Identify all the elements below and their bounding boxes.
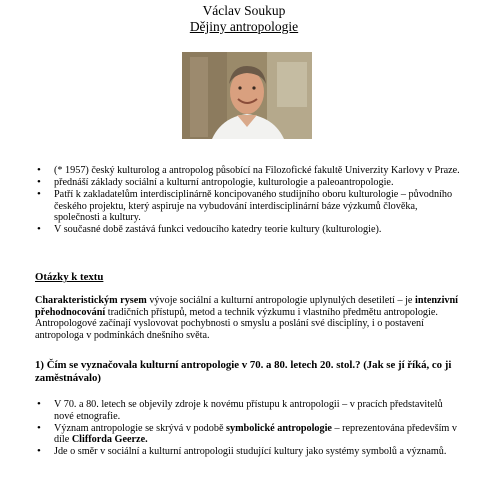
section-heading: Otázky k textu (35, 271, 104, 283)
answer-list (35, 399, 460, 458)
question-1: 1) Čím se vyznačovala kulturní antropologie v 70. a 80. letech 20. stol.? (Jak se jí říká, co ji zaměstnávalo) (35, 359, 452, 384)
list-item: • V 70. a 80. letech se objevily zdroje k novému přístupu k antropologii – v pracích představitelů nové etnografie. (35, 399, 460, 422)
bold-term: Charakteristickým rysem (35, 295, 147, 306)
bold-term: intenzivní přehodnocování (35, 295, 459, 318)
text-span: – reprezentována především v díle (54, 422, 457, 446)
list-item: • přednáší základy sociální a kulturní antropologie, kulturologie a paleoantropologie. (35, 177, 460, 189)
author-name: Václav Soukup (202, 3, 286, 18)
bold-term: Clifforda Geerze. (71, 434, 148, 446)
text-span: vývoje sociální a kulturní antropologie uplynulých desetiletí – je (146, 295, 415, 306)
text-span: tradičních přístupů, metod a technik výzkumu i vlastního předmětu antropologie. Antropologové začínají vyslovovat pochybnosti o smyslu a poslání své disciplíny, i o postavení antropologa v podmínkách dnešního světa. (35, 306, 438, 341)
bold-term: symbolické antropologie (226, 422, 332, 434)
document-title: Dějiny antropologie (189, 19, 299, 34)
list-item (35, 423, 460, 446)
bio-list (35, 165, 460, 237)
list-item: • V současné době zastává funkci vedoucího katedry teorie kultury (kulturologie). (35, 224, 460, 236)
text-span: Význam antropologie se skrývá v podobě (54, 422, 227, 434)
list-item: • Jde o směr v sociální a kulturní antropologii studující kultury jako systémy symbolů a významů. (35, 446, 460, 458)
author-photo (182, 52, 312, 139)
list-item: • (* 1957) český kulturolog a antropolog působící na Filozofické fakultě Univerzity Karlovy v Praze. (35, 165, 460, 177)
list-item: • Patří k zakladatelům interdisciplinárně koncipovaného studijního oboru kulturologie – původního českého projektu, který aspiruje na vybudování interdisciplinární báze výzkumů člověka, společnosti a kultury. (35, 189, 460, 224)
intro-paragraph (35, 295, 465, 341)
